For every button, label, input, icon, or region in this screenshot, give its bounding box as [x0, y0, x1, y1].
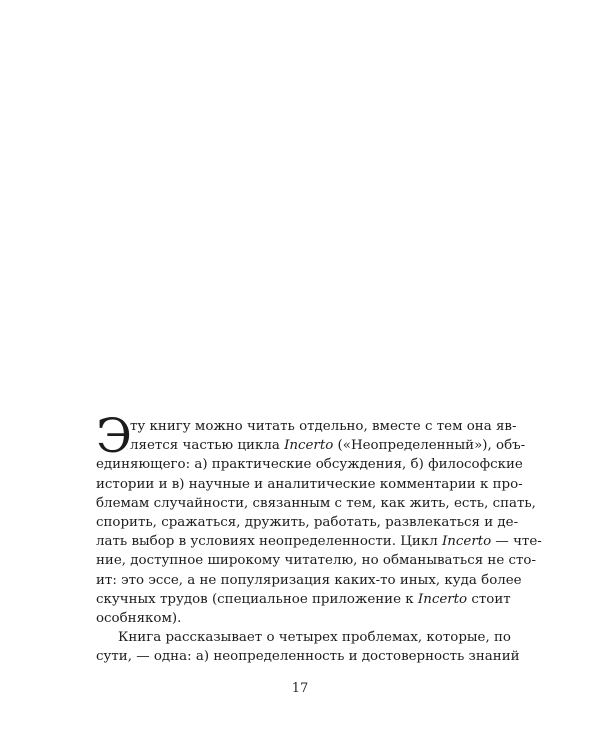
text-span: единяющего: а) практические обсуждения, б) философские: [96, 457, 523, 473]
text-line: [96, 494, 536, 513]
text-span: («Неопределенный»), объ-: [333, 438, 526, 454]
text-line: [96, 436, 526, 455]
text-span: сути, — одна: а) неопределенность и достоверность знаний: [96, 649, 520, 665]
italic-title: Incerto: [417, 591, 468, 607]
text-span: ту книгу можно читать отдельно, вместе с тем она яв-: [130, 419, 517, 434]
text-span: стоит: [467, 591, 511, 607]
body-text: [96, 409, 542, 666]
text-line: [96, 590, 511, 609]
drop-cap-letter: Э: [96, 409, 132, 464]
italic-title: Incerto: [284, 438, 334, 454]
text-line: [96, 551, 537, 570]
text-span: ит: это эссе, а не популяризация каких-то иных, куда более: [96, 572, 522, 588]
text-line: [96, 455, 523, 474]
text-line: [96, 571, 522, 590]
text-span: Книга рассказывает о четырех проблемах, которые, по: [118, 630, 511, 646]
text-span: — чте-: [491, 534, 542, 550]
text-span: ние, доступное широкому читателю, но обманываться не сто-: [96, 553, 537, 569]
text-line: [96, 532, 542, 551]
text-line: [96, 628, 511, 647]
text-span: лать выбор в условиях неопределенности. Цикл: [96, 534, 442, 550]
page-number: 17: [291, 681, 309, 696]
text-span: ляется частью цикла: [130, 438, 285, 454]
text-line: [96, 513, 519, 532]
italic-title: Incerto: [441, 534, 492, 550]
text-line: [96, 647, 520, 666]
text-span: блемам случайности, связанным с тем, как жить, есть, спать,: [96, 495, 536, 511]
text-line: [96, 417, 517, 436]
text-line: [96, 475, 523, 494]
text-span: спорить, сражаться, дружить, работать, развлекаться и де-: [96, 514, 519, 530]
text-line: [96, 609, 474, 628]
text-span: особняком).: [96, 610, 182, 626]
text-span: скучных трудов (специальное приложение к: [96, 591, 418, 607]
text-span: истории и в) научные и аналитические комментарии к про-: [96, 476, 523, 492]
